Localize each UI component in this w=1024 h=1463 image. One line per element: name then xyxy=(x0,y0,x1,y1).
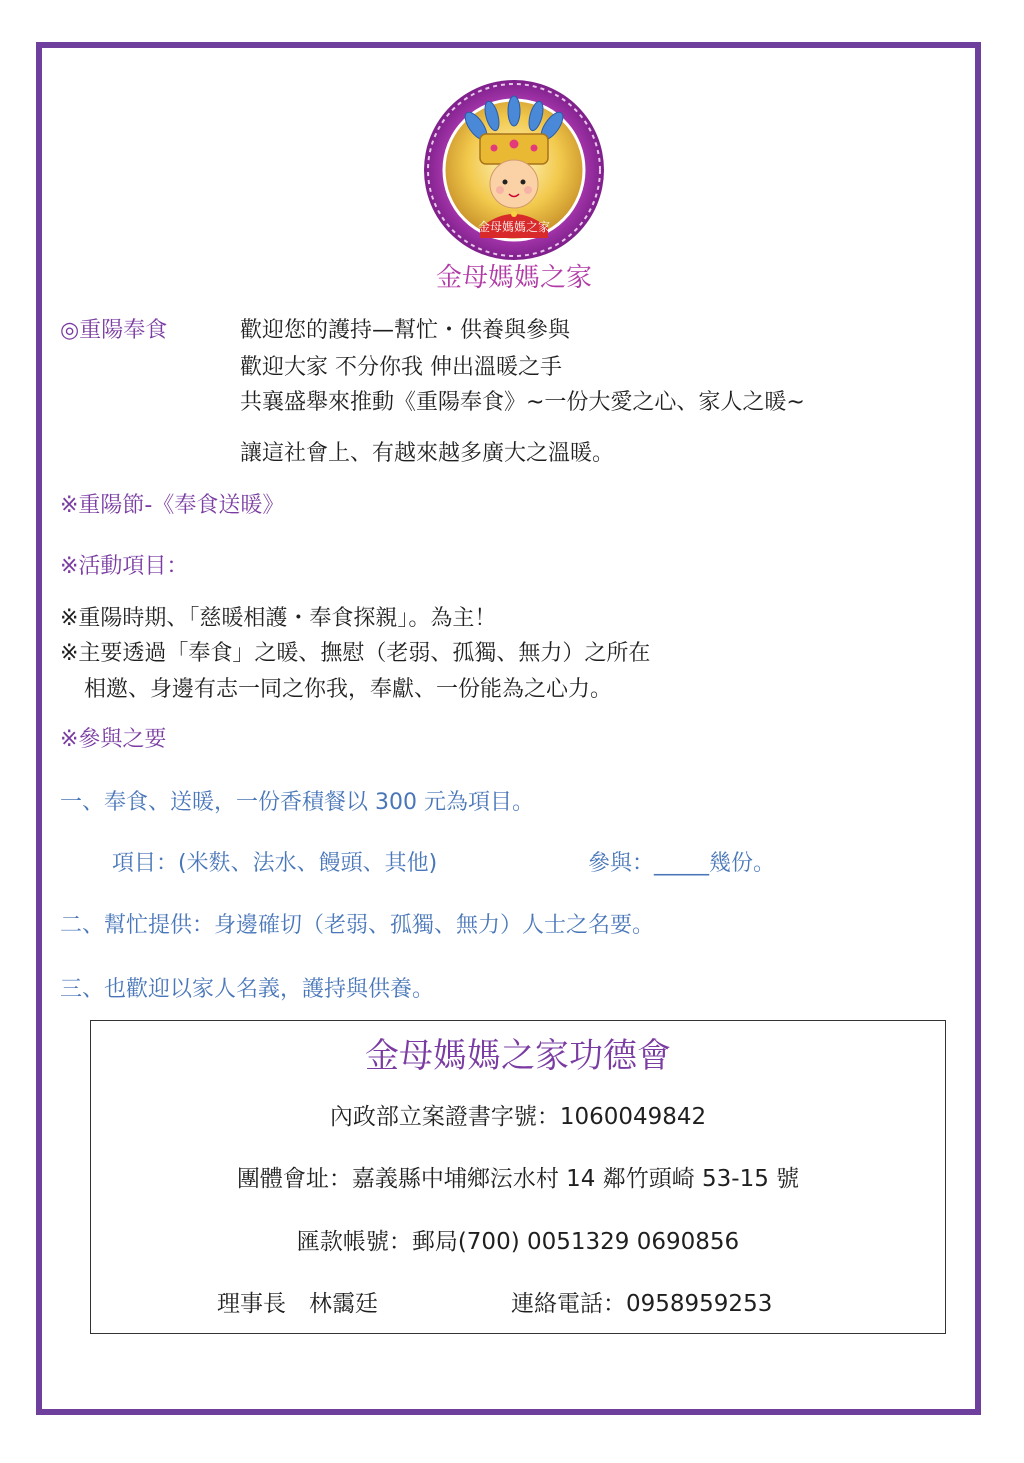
activity-item-1: ※重陽時期、「慈暖相護・奉食探親」。為主！ xyxy=(60,606,497,631)
activity-item-2-continued: 相邀、身邊有志一同之你我，奉獻、一份能為之心力。 xyxy=(84,677,613,702)
activities-heading: ※活動項目： xyxy=(60,554,189,579)
intro-line-4: 讓這社會上、有越來越多廣大之溫暖。 xyxy=(240,441,615,466)
association-info-box xyxy=(90,1020,946,1334)
association-address: 團體會址：嘉義縣中埔鄉沄水村 14 鄰竹頭崎 53-15 號 xyxy=(236,1166,800,1192)
activity-item-2: ※主要透過「奉食」之暖、撫慰（老弱、孤獨、無力）之所在 xyxy=(60,641,651,666)
association-account: 匯款帳號：郵局(700) 0051329 0690856 xyxy=(296,1229,740,1255)
logo xyxy=(414,78,614,298)
participation-point-1-quantity: 參與：_____幾份。 xyxy=(588,851,776,876)
festival-heading: ※重陽節-《奉食送暖》 xyxy=(60,493,285,518)
intro-label: ◎重陽奉食 xyxy=(60,318,168,343)
association-chairman: 理事長 林靄廷 xyxy=(217,1291,378,1317)
golden-mother-emblem-icon xyxy=(414,78,614,298)
svg-text:金母媽媽之家: 金母媽媽之家 xyxy=(477,220,551,234)
svg-text:金母媽媽之家: 金母媽媽之家 xyxy=(435,263,593,293)
participation-point-1-items: 項目：(米麩、法水、饅頭、其他) xyxy=(112,851,438,876)
intro-line-3: 共襄盛舉來推動《重陽奉食》~一份大愛之心、家人之暖~ xyxy=(240,390,805,415)
intro-line-2: 歡迎大家 不分你我 伸出溫暖之手 xyxy=(240,355,562,380)
participation-heading: ※參與之要 xyxy=(60,727,167,752)
participation-point-1: 一、奉食、送暖，一份香積餐以 300 元為項目。 xyxy=(60,790,534,815)
intro-line-1: 歡迎您的護持—幫忙・供養與參與 xyxy=(240,318,571,343)
participation-point-3: 三、也歡迎以家人名義，護持與供養。 xyxy=(60,977,435,1002)
association-registration: 內政部立案證書字號：1060049842 xyxy=(329,1104,707,1130)
association-phone: 連絡電話：0958959253 xyxy=(511,1291,773,1317)
association-title: 金母媽媽之家功德會 xyxy=(365,1036,671,1076)
participation-point-2: 二、幫忙提供：身邊確切（老弱、孤獨、無力）人士之名要。 xyxy=(60,913,655,938)
